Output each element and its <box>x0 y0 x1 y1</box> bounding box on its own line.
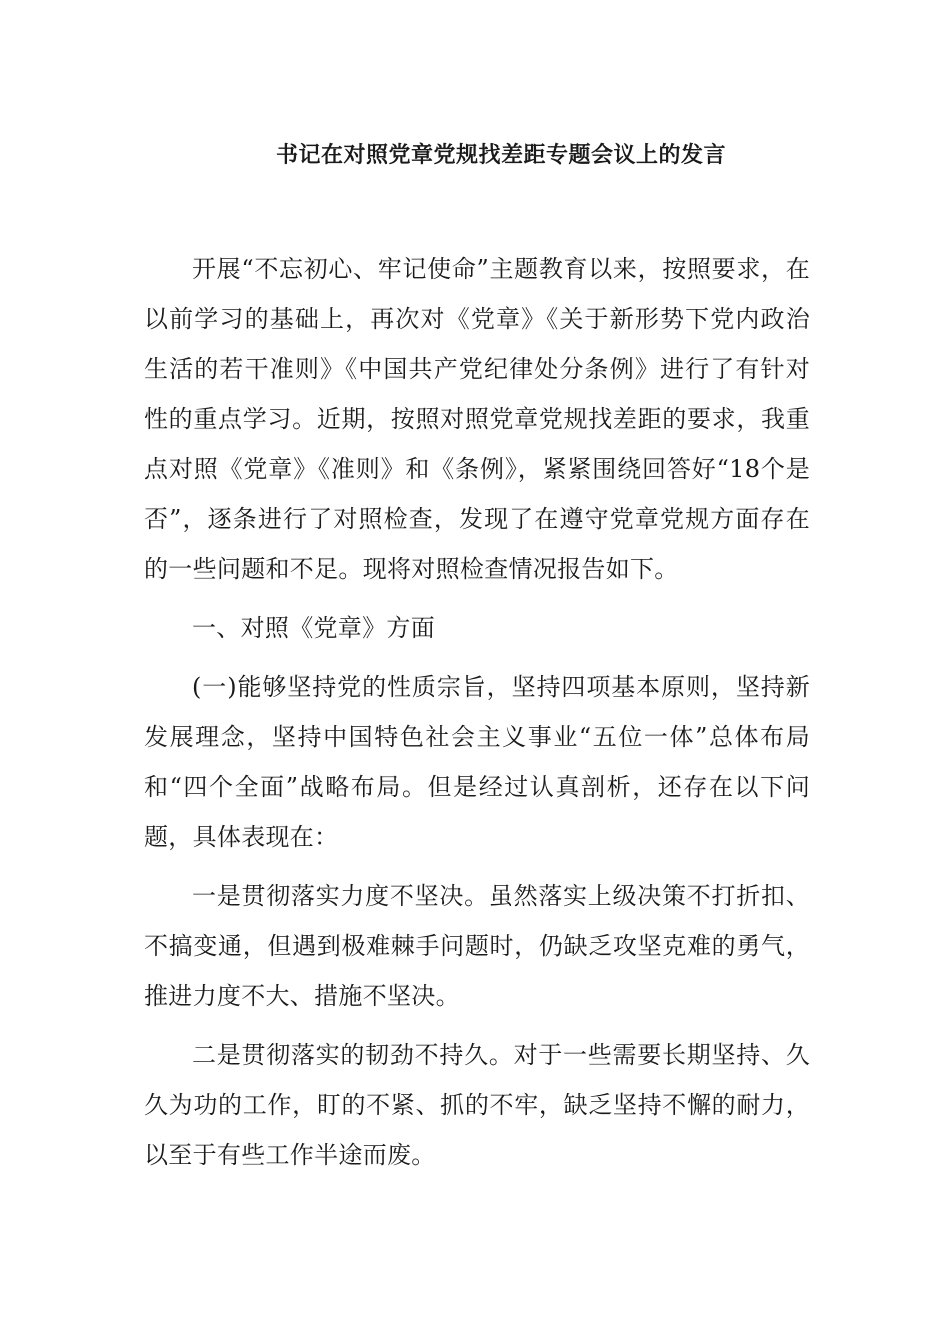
document-title: 书记在对照党章党规找差距专题会议上的发言 <box>275 142 726 168</box>
section-heading-party-constitution: 一、对照《党章》方面 <box>192 614 435 642</box>
paragraph-issue-1: 一是贯彻落实力度不坚决。虽然落实上级决策不打折扣、不搞变通，但遇到极难棘手问题时，仍缺乏攻坚克难的勇气，推进力度不大、措施不坚决。 <box>144 882 810 1010</box>
paragraph-subsection-1: (一)能够坚持党的性质宗旨，坚持四项基本原则，坚持新发展理念，坚持中国特色社会主义事业“五位一体”总体布局和“四个全面”战略布局。但是经过认真剖析，还存在以下问题，具体表现在： <box>144 673 810 851</box>
paragraph-intro: 开展“不忘初心、牢记使命”主题教育以来，按照要求，在以前学习的基础上，再次对《党章》《关于新形势下党内政治生活的若干准则》《中国共产党纪律处分条例》进行了有针对性的重点学习。近期，按照对照党章党规找差距的要求，我重点对照《党章》《准则》和《条例》，紧紧围绕回答好“18个是否”，逐条进行了对照检查，发现了在遵守党章党规方面存在的一些问题和不足。现将对照检查情况报告如下。 <box>144 255 810 583</box>
document-body <box>144 244 810 1189</box>
paragraph-issue-2: 二是贯彻落实的韧劲不持久。对于一些需要长期坚持、久久为功的工作，盯的不紧、抓的不牢，缺乏坚持不懈的耐力，以至于有些工作半途而废。 <box>144 1041 810 1169</box>
